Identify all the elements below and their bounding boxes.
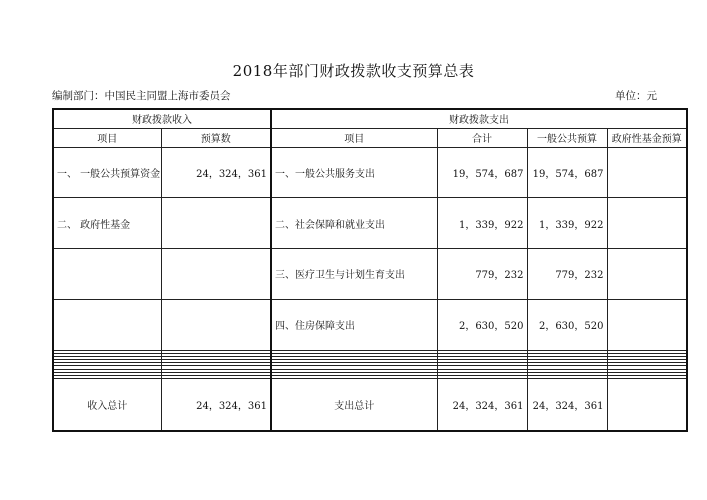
budget-summary-table <box>52 108 688 432</box>
income-amount <box>161 299 271 350</box>
unit-label: 单位：元 <box>615 90 657 102</box>
income-item: 一、 一般公共预算资金 <box>53 147 161 198</box>
table-row <box>53 147 687 198</box>
general-total-value: 24，324，361 <box>527 379 607 431</box>
expense-group-header: 财政拨款支出 <box>271 109 687 128</box>
expense-fund <box>607 249 687 300</box>
income-amount: 24，324，361 <box>161 147 271 198</box>
expense-fund <box>607 299 687 350</box>
income-item <box>53 299 161 350</box>
expense-total: 779，232 <box>437 249 527 300</box>
expense-total: 1，339，922 <box>437 198 527 249</box>
expense-general: 19，574，687 <box>527 147 607 198</box>
column-header-row <box>53 128 687 147</box>
expense-item: 三、医疗卫生与计划生育支出 <box>271 249 437 300</box>
income-group-header: 财政拨款收入 <box>53 109 271 128</box>
group-header-row <box>53 109 687 128</box>
expense-item: 一、一般公共服务支出 <box>271 147 437 198</box>
totals-row <box>53 379 687 431</box>
header-budget: 预算数 <box>161 128 271 147</box>
header-general: 一般公共预算 <box>527 128 607 147</box>
income-total-value: 24，324，361 <box>161 379 271 431</box>
fund-total-value <box>607 379 687 431</box>
table-row <box>53 198 687 249</box>
expense-fund <box>607 198 687 249</box>
income-item: 二、 政府性基金 <box>53 198 161 249</box>
compiling-department: 编制部门：中国民主同盟上海市委员会 <box>52 90 231 102</box>
income-amount <box>161 249 271 300</box>
expense-item: 四、住房保障支出 <box>271 299 437 350</box>
header-exp-item: 项目 <box>271 128 437 147</box>
income-total-label: 收入总计 <box>53 379 161 431</box>
page-title: 2018年部门财政拨款收支预算总表 <box>232 62 475 80</box>
expense-total: 19，574，687 <box>437 147 527 198</box>
expense-general: 779，232 <box>527 249 607 300</box>
header-total: 合计 <box>437 128 527 147</box>
expense-general: 2，630，520 <box>527 299 607 350</box>
expense-general: 1，339，922 <box>527 198 607 249</box>
expense-fund <box>607 147 687 198</box>
expense-item: 二、社会保障和就业支出 <box>271 198 437 249</box>
income-amount <box>161 198 271 249</box>
table-row <box>53 299 687 350</box>
expense-total-label: 支出总计 <box>271 379 437 431</box>
table-row <box>53 249 687 300</box>
header-fund: 政府性基金预算 <box>607 128 687 147</box>
expense-total: 2，630，520 <box>437 299 527 350</box>
header-item: 项目 <box>53 128 161 147</box>
expense-total-value: 24，324，361 <box>437 379 527 431</box>
income-item <box>53 249 161 300</box>
